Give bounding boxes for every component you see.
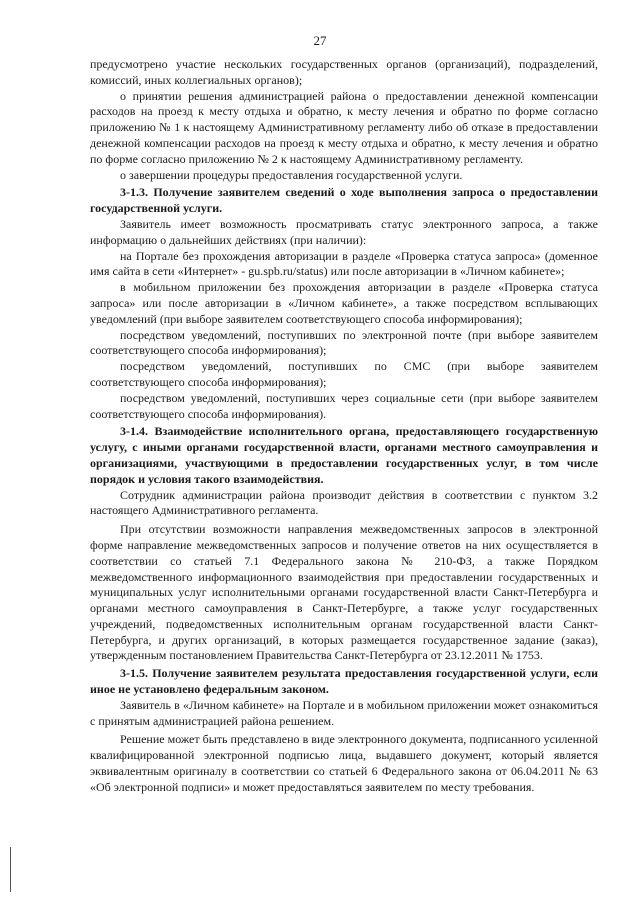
paragraph-employee-actions: Сотрудник администрации района производит действия в соответствии с пунктом 3.2 настоящего Административного регламента. [90,487,598,518]
scan-edge-mark [10,847,11,892]
paragraph-procedure-completion: о завершении процедуры предоставления государственной услуги. [120,167,463,182]
document-body [90,57,598,796]
paragraph-electronic-decision: Решение может быть представлено в виде электронного документа, подписанного усиленной квалифицированной электронной подписью лица, выдавшего документ, который является эквивалентным оригиналу в соответствии со статьей 6 Федерального закона от 06.04.2011 № 63 «Об электронной подписи» и может предоставляться заявителем по месту требования. [90,732,598,794]
section-heading-3-1-5: 3-1.5. Получение заявителем результата предоставления государственной услуги, если иное не установлено федеральным законом. [90,666,598,697]
paragraph-portal: на Портале без прохождения авторизации в разделе «Проверка статуса запроса» (доменное имя сайта в сети «Интернет» - gu.spb.ru/status) или после авторизации в «Личном кабинете»; [90,248,598,279]
paragraph-personal-account: Заявитель в «Личном кабинете» на Портале и в мобильном приложении может ознакомиться с принятым администрацией района решением. [90,697,598,728]
paragraph-social: посредством уведомлений, поступивших через социальные сети (при выборе заявителем соответствующего способа информирования). [90,390,598,421]
paragraph-sms: посредством уведомлений, поступивших по СМС (при выборе заявителем соответствующего способа информирования); [90,359,598,389]
page-number: 27 [313,33,327,48]
paragraph-mobile-app: в мобильном приложении без прохождения авторизации в разделе «Проверка статуса запроса» или после авторизации в «Личном кабинете», а также посредством всплывающих уведомлений (при выборе заявителем соответствующего способа информирования); [90,280,598,326]
paragraph-status-view: Заявитель имеет возможность просматривать статус электронного запроса, а также информацию о дальнейших действиях (при наличии): [90,216,598,247]
paragraph-interagency-requests: При отсутствии возможности направления межведомственных запросов в электронной форме направление межведомственных запросов и получение ответов на них осуществляется в соответствии со статьей 7.1 Федерального закона № 210-ФЗ, а также Порядком межведомственного информационного взаимодействия при предоставлении государственных и муниципальных услуг исполнительными органами государственной власти Санкт-Петербурга и органами местного самоуправления в Санкт-Петербурге, а также услуг государственных учреждений, подведомственных исполнительным органам государственной власти Санкт-Петербурга, и других организаций, в которых размещается государственное задание (заказ), утвержденным постановлением Правительства Санкт-Петербурга от 23.12.2011 № 1753. [90,522,598,663]
paragraph-email: посредством уведомлений, поступивших по электронной почте (при выборе заявителем соответствующего способа информирования); [90,327,598,358]
paragraph-compensation-decision: о принятии решения администрацией района о предоставлении денежной компенсации расходов на проезд к месту отдыха и обратно, к месту лечения и обратно по форме согласно приложению № 1 к настоящему Административному регламенту либо об отказе в предоставлении денежной компенсации расходов на проезд к месту отдыха и обратно, к месту лечения и обратно по форме согласно приложению № 2 к настоящему Административному регламенту. [90,88,598,166]
section-heading-3-1-4: 3-1.4. Взаимодействие исполнительного органа, предоставляющего государственную услугу, с иными органами государственной власти, органами местного самоуправления и организациями, участвующими в предоставлении государственных услуг, в том числе порядок и условия такого взаимодействия. [90,424,598,486]
section-heading-3-1-3: 3-1.3. Получение заявителем сведений о ходе выполнения запроса о предоставлении государственной услуги. [90,185,598,216]
paragraph-participation: предусмотрено участие нескольких государственных органов (организаций), подразделений, комиссий, иных коллегиальных органов); [90,57,598,87]
